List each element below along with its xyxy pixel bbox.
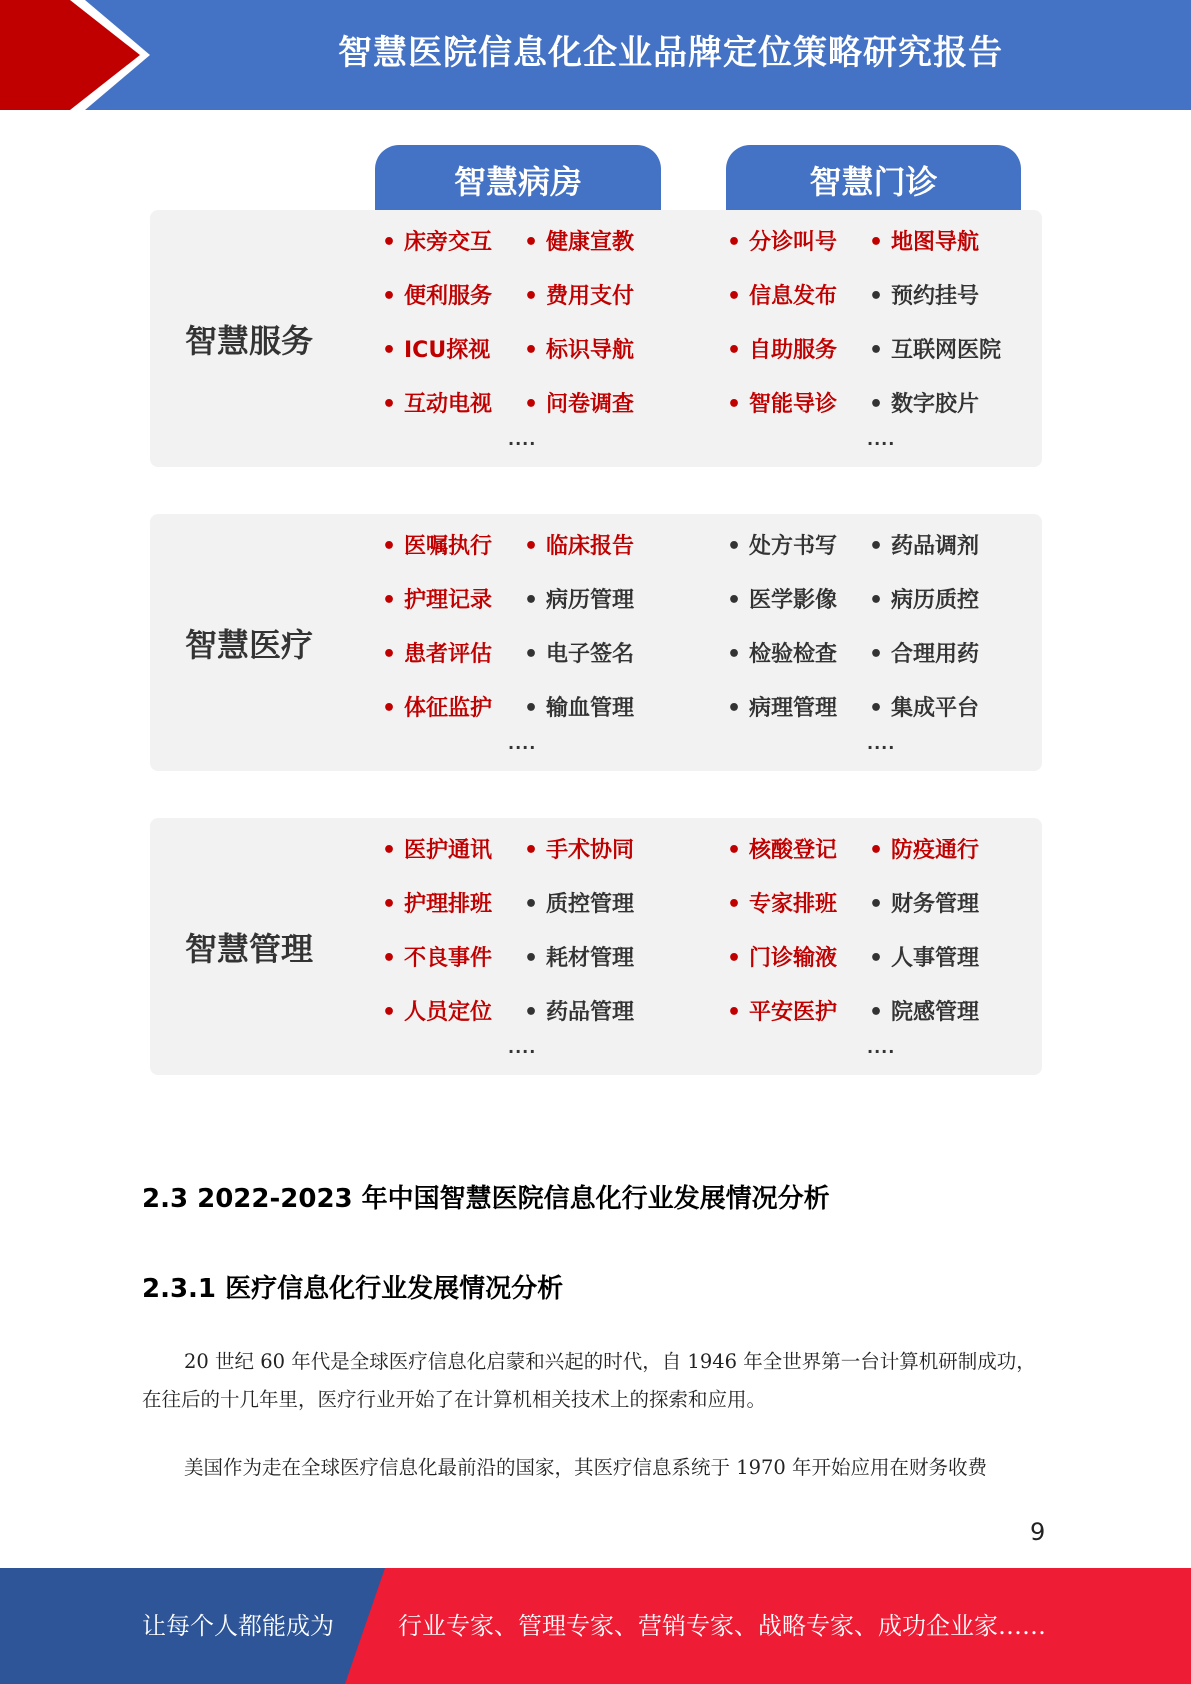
bullet-icon: • <box>382 1000 397 1025</box>
feature-item-label: 地图导航 <box>891 230 980 255</box>
feature-item <box>382 532 492 562</box>
feature-item-label: 临床报告 <box>546 534 635 559</box>
feature-item-label: 医嘱执行 <box>404 534 493 559</box>
document-title: 智慧医院信息化企业品牌定位策略研究报告 <box>338 33 1003 73</box>
feature-item-label: 护理记录 <box>404 588 493 613</box>
bullet-icon: • <box>382 284 397 309</box>
feature-item-label: 集成平台 <box>891 696 980 721</box>
feature-item-label: 防疫通行 <box>891 838 980 863</box>
feature-item <box>869 640 979 670</box>
bullet-icon: • <box>869 338 884 363</box>
bullet-icon: • <box>869 1000 884 1025</box>
ellipsis-more: .... <box>867 430 896 449</box>
feature-item-label: 质控管理 <box>546 892 635 917</box>
feature-item-label: 耗材管理 <box>546 946 635 971</box>
bullet-icon: • <box>524 588 539 613</box>
feature-item-label: 互动电视 <box>404 392 493 417</box>
feature-item <box>524 390 634 420</box>
bullet-icon: • <box>382 230 397 255</box>
bullet-icon: • <box>382 696 397 721</box>
feature-item <box>382 586 492 616</box>
bullet-icon: • <box>382 642 397 667</box>
feature-item <box>869 836 979 866</box>
bullet-icon: • <box>869 696 884 721</box>
feature-item <box>382 998 492 1028</box>
feature-item <box>727 228 837 258</box>
feature-item-label: 人事管理 <box>891 946 980 971</box>
ellipsis-more: .... <box>508 430 537 449</box>
paragraph: 20 世纪 60 年代是全球医疗信息化启蒙和兴起的时代，自 1946 年全世界第一台计算机研制成功，在往后的十几年里，医疗行业开始了在计算机相关技术上的探索和应用。 <box>142 1350 1036 1411</box>
section-panel-management <box>150 818 1042 1075</box>
feature-item-label: 不良事件 <box>404 946 493 971</box>
bullet-icon: • <box>382 392 397 417</box>
bullet-icon: • <box>727 642 742 667</box>
bullet-icon: • <box>524 946 539 971</box>
column-header-clinic: 智慧门诊 <box>726 145 1021 211</box>
feature-item-label: 电子签名 <box>546 642 635 667</box>
feature-item <box>382 640 492 670</box>
feature-item-label: 问卷调查 <box>546 392 635 417</box>
section-label: 智慧医疗 <box>185 625 314 664</box>
feature-item <box>869 998 979 1028</box>
bullet-icon: • <box>524 642 539 667</box>
feature-item-label: 处方书写 <box>749 534 838 559</box>
feature-item-label: 互联网医院 <box>891 338 1002 363</box>
feature-item <box>524 890 634 920</box>
bullet-icon: • <box>727 696 742 721</box>
feature-item <box>524 586 634 616</box>
feature-item-label: 病历管理 <box>546 588 635 613</box>
bullet-icon: • <box>727 588 742 613</box>
feature-item-label: 费用支付 <box>546 284 635 309</box>
feature-item <box>869 890 979 920</box>
feature-item <box>869 336 1001 366</box>
feature-item <box>727 998 837 1028</box>
ellipsis-more: .... <box>867 1038 896 1057</box>
feature-item-label: 药品管理 <box>546 1000 635 1025</box>
feature-item-label: ICU探视 <box>404 338 491 363</box>
feature-item <box>727 532 837 562</box>
feature-item-label: 医学影像 <box>749 588 838 613</box>
feature-item <box>727 282 837 312</box>
feature-item <box>382 390 492 420</box>
bullet-icon: • <box>869 946 884 971</box>
feature-item <box>869 944 979 974</box>
ellipsis-more: .... <box>867 734 896 753</box>
page-number: 9 <box>1030 1518 1046 1546</box>
feature-item <box>869 532 979 562</box>
subsection-heading: 2.3.1 医疗信息化行业发展情况分析 <box>142 1274 564 1304</box>
bullet-icon: • <box>382 946 397 971</box>
section-panel-medical <box>150 514 1042 771</box>
ellipsis-more: .... <box>508 734 537 753</box>
bullet-icon: • <box>869 642 884 667</box>
feature-item-label: 输血管理 <box>546 696 635 721</box>
bullet-icon: • <box>727 838 742 863</box>
feature-item <box>524 998 634 1028</box>
feature-item-label: 床旁交互 <box>404 230 493 255</box>
feature-item <box>382 944 492 974</box>
bullet-icon: • <box>869 534 884 559</box>
bullet-icon: • <box>727 946 742 971</box>
feature-item-label: 医护通讯 <box>404 838 493 863</box>
feature-item <box>524 228 634 258</box>
bullet-icon: • <box>524 892 539 917</box>
feature-item <box>524 282 634 312</box>
bullet-icon: • <box>382 838 397 863</box>
feature-item <box>382 890 492 920</box>
feature-item-label: 病历质控 <box>891 588 980 613</box>
bullet-icon: • <box>524 534 539 559</box>
feature-item <box>869 694 979 724</box>
feature-item-label: 检验检查 <box>749 642 838 667</box>
feature-item <box>869 586 979 616</box>
feature-item <box>727 336 837 366</box>
feature-item <box>869 282 979 312</box>
feature-item-label: 数字胶片 <box>891 392 980 417</box>
bullet-icon: • <box>869 230 884 255</box>
feature-item-label: 平安医护 <box>749 1000 838 1025</box>
feature-item-label: 专家排班 <box>749 892 838 917</box>
bullet-icon: • <box>524 696 539 721</box>
bullet-icon: • <box>524 838 539 863</box>
feature-item <box>727 694 837 724</box>
section-heading: 2.3 2022-2023 年中国智慧医院信息化行业发展情况分析 <box>142 1184 830 1214</box>
bullet-icon: • <box>869 284 884 309</box>
section-label: 智慧管理 <box>185 929 314 968</box>
bullet-icon: • <box>524 392 539 417</box>
feature-item-label: 健康宣教 <box>546 230 635 255</box>
footer-slogan-left: 让每个人都能成为 <box>142 1612 334 1640</box>
feature-item <box>727 586 837 616</box>
feature-item-label: 门诊输液 <box>749 946 838 971</box>
feature-item <box>524 944 634 974</box>
feature-item <box>727 640 837 670</box>
feature-item <box>382 836 492 866</box>
page-header <box>0 0 1191 110</box>
feature-item-label: 药品调剂 <box>891 534 980 559</box>
header-arrow-icon <box>0 0 140 110</box>
feature-item-label: 财务管理 <box>891 892 980 917</box>
feature-item <box>524 836 634 866</box>
feature-item <box>727 890 837 920</box>
bullet-icon: • <box>524 338 539 363</box>
bullet-icon: • <box>727 534 742 559</box>
bullet-icon: • <box>382 892 397 917</box>
bullet-icon: • <box>727 1000 742 1025</box>
feature-item-label: 预约挂号 <box>891 284 980 309</box>
feature-item <box>727 390 837 420</box>
bullet-icon: • <box>524 230 539 255</box>
footer-slogan-right: 行业专家、管理专家、营销专家、战略专家、成功企业家…… <box>398 1612 1046 1640</box>
bullet-icon: • <box>524 284 539 309</box>
paragraph: 美国作为走在全球医疗信息化最前沿的国家，其医疗信息系统于 1970 年开始应用在财务收费 <box>184 1456 988 1479</box>
feature-item <box>727 836 837 866</box>
feature-item-label: 标识导航 <box>546 338 635 363</box>
bullet-icon: • <box>382 588 397 613</box>
feature-item-label: 智能导诊 <box>749 392 838 417</box>
bullet-icon: • <box>869 392 884 417</box>
ellipsis-more: .... <box>508 1038 537 1057</box>
bullet-icon: • <box>727 392 742 417</box>
feature-item <box>382 694 492 724</box>
feature-item-label: 院感管理 <box>891 1000 980 1025</box>
column-header-ward: 智慧病房 <box>375 145 661 211</box>
bullet-icon: • <box>727 892 742 917</box>
feature-item-label: 手术协同 <box>546 838 635 863</box>
feature-item-label: 人员定位 <box>404 1000 493 1025</box>
bullet-icon: • <box>869 588 884 613</box>
section-label: 智慧服务 <box>185 321 314 360</box>
feature-item-label: 核酸登记 <box>749 838 838 863</box>
feature-item <box>382 336 490 366</box>
feature-item <box>869 228 979 258</box>
feature-item-label: 自助服务 <box>749 338 838 363</box>
feature-item <box>524 640 634 670</box>
bullet-icon: • <box>869 892 884 917</box>
feature-item-label: 便利服务 <box>404 284 493 309</box>
feature-item <box>382 228 492 258</box>
section-panel-service <box>150 210 1042 467</box>
feature-item-label: 分诊叫号 <box>749 230 838 255</box>
feature-item-label: 信息发布 <box>749 284 838 309</box>
feature-item-label: 合理用药 <box>891 642 980 667</box>
bullet-icon: • <box>869 838 884 863</box>
feature-item <box>524 336 634 366</box>
feature-item <box>524 532 634 562</box>
feature-item <box>727 944 837 974</box>
bullet-icon: • <box>727 284 742 309</box>
feature-item-label: 患者评估 <box>404 642 493 667</box>
bullet-icon: • <box>727 230 742 255</box>
feature-item-label: 护理排班 <box>404 892 493 917</box>
feature-item <box>382 282 492 312</box>
bullet-icon: • <box>524 1000 539 1025</box>
feature-item <box>524 694 634 724</box>
bullet-icon: • <box>727 338 742 363</box>
feature-item-label: 病理管理 <box>749 696 838 721</box>
bullet-icon: • <box>382 534 397 559</box>
page-footer <box>0 1568 1191 1684</box>
feature-item <box>869 390 979 420</box>
bullet-icon: • <box>382 338 397 363</box>
feature-item-label: 体征监护 <box>404 696 493 721</box>
